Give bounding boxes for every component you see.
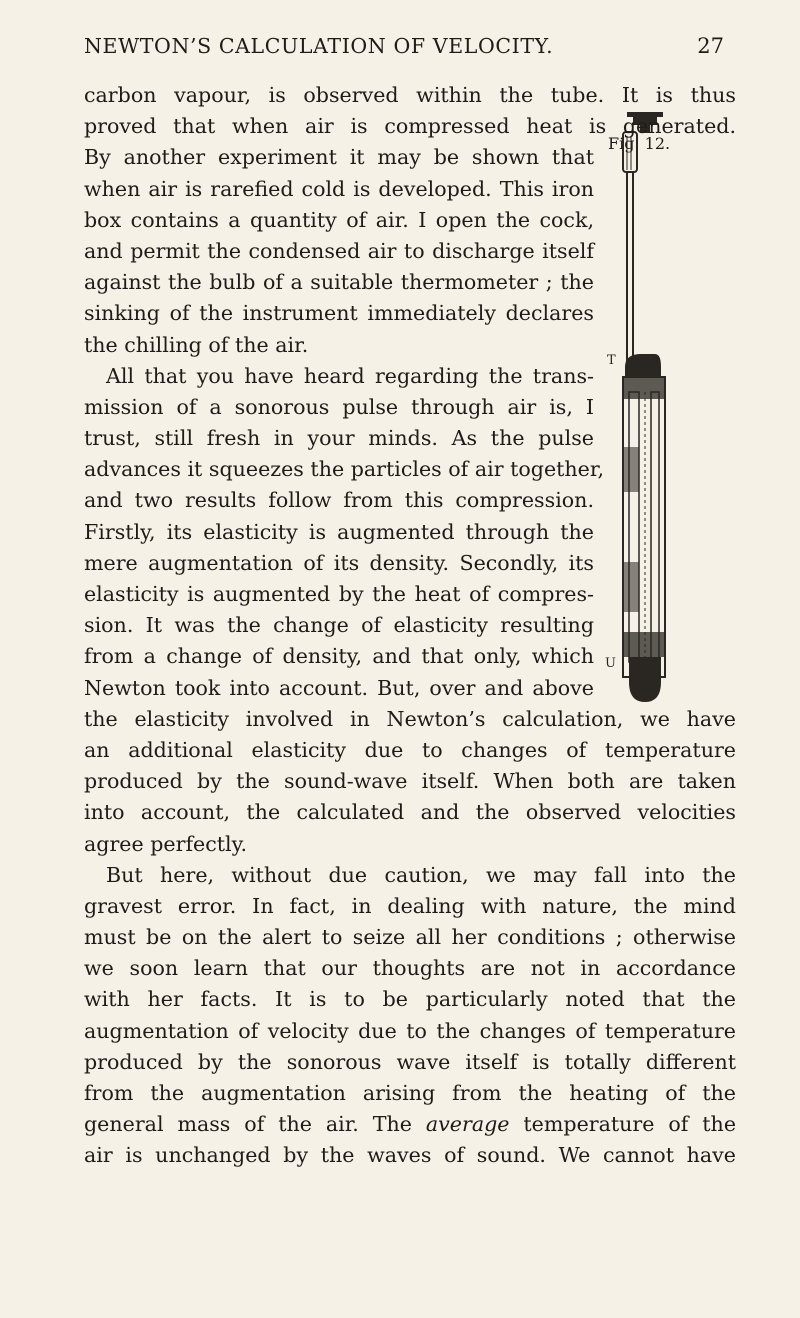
text-line: with her facts. It is to be particularly noted that the: [84, 987, 736, 1012]
text-line: and two results follow from this compression.: [84, 488, 594, 513]
text-line: into account, the calculated and the observed velocities: [84, 800, 736, 825]
text-line: must be on the alert to seize all her conditions ; otherwise: [84, 925, 736, 950]
text-line: produced by the sonorous wave itself is totally different: [84, 1049, 736, 1074]
text-line: carbon vapour, is observed within the tube. It is thus: [84, 83, 736, 107]
italic-word: average: [425, 1112, 510, 1137]
text-line: agree perfectly.: [84, 831, 248, 856]
running-header: [84, 34, 724, 66]
text-line: Newton took into account. But, over and above: [84, 675, 594, 700]
text-line: elasticity is augmented by the heat of compres-: [84, 582, 594, 606]
text-line: produced by the sound-wave itself. When both are taken: [84, 769, 736, 794]
text-line: trust, still fresh in your minds. As the pulse: [84, 426, 594, 451]
text-line: gravest error. In fact, in dealing with nature, the mind: [84, 893, 736, 918]
text-line: Firstly, its elasticity is augmented through the: [84, 519, 594, 544]
figure-letter-top: T: [607, 353, 616, 368]
text-line: But here, without due caution, we may fall into the: [106, 862, 736, 887]
text-line: from a change of density, and that only, which: [84, 644, 594, 669]
figure-caption: Fig. 12.: [608, 134, 671, 153]
text-line: mission of a sonorous pulse through air is, I: [84, 394, 594, 419]
text-line: By another experiment it may be shown that: [84, 145, 594, 170]
text-line: sion. It was the change of elasticity resulting: [84, 613, 594, 638]
text-line: sinking of the instrument immediately declares: [84, 301, 594, 326]
text-line: mere augmentation of its density. Secondly, its: [84, 550, 594, 575]
running-title: NEWTON’S CALCULATION OF VELOCITY.: [84, 34, 554, 58]
figure-letter-bottom: U: [605, 656, 616, 671]
text-line: against the bulb of a suitable thermometer ; the: [84, 270, 594, 295]
text-line: advances it squeezes the particles of air together,: [84, 457, 605, 482]
text-fragment: general mass of the air. The: [84, 1112, 412, 1137]
text-line: when air is rarefied cold is developed. This iron: [84, 176, 594, 201]
text-line: from the augmentation arising from the heating of the: [84, 1081, 736, 1105]
text-line: All that you have heard regarding the trans-: [106, 363, 594, 388]
text-line: air is unchanged by the waves of sound. We cannot have: [84, 1143, 736, 1168]
text-line: proved that when air is compressed heat is generated.: [84, 114, 736, 139]
text-line: the elasticity involved in Newton’s calculation, we have: [84, 706, 736, 731]
text-line: we soon learn that our thoughts are not in accordance: [84, 956, 736, 981]
text-line: box contains a quantity of air. I open the cock,: [84, 207, 594, 232]
text-line: augmentation of velocity due to the changes of temperature: [84, 1018, 736, 1043]
text-line: and permit the condensed air to discharge itself: [84, 238, 594, 263]
text-line-with-italic: [84, 1109, 736, 1140]
body-text: [84, 80, 736, 1172]
text-line: the chilling of the air.: [84, 332, 309, 357]
text-line: an additional elasticity due to changes of temperature: [84, 737, 736, 762]
text-fragment: temperature of the: [523, 1112, 737, 1137]
page-number: 27: [697, 34, 724, 58]
